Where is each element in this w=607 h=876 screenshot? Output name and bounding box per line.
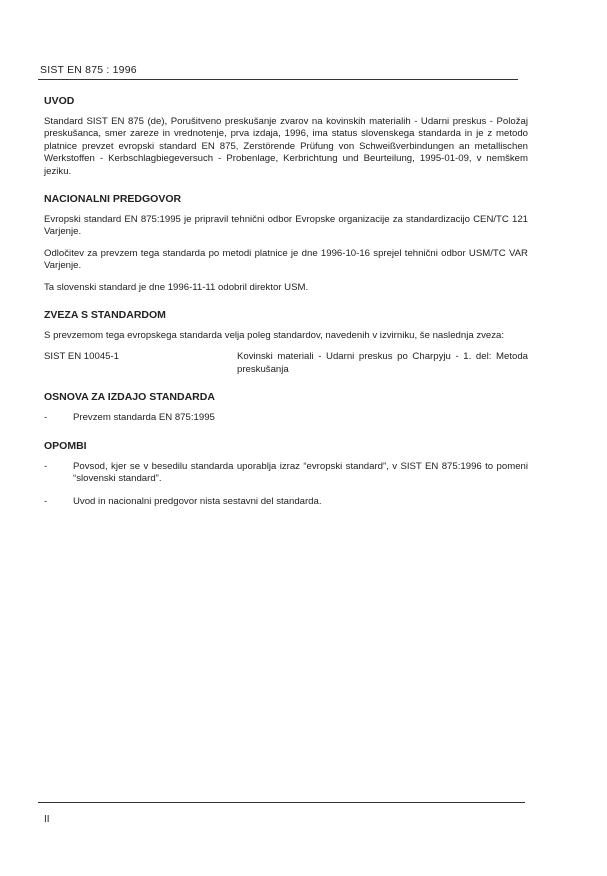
standard-reference-row [44,351,528,376]
reference-description: Kovinski materiali - Udarni preskus po Charpyju - 1. del: Metoda preskušanja [237,351,528,375]
dash-bullet: - [44,495,48,507]
heading-uvod: UVOD [44,95,75,107]
section-nacionalni-predgovor [44,192,528,294]
list-item-text: Prevzem standarda EN 875:1995 [73,412,215,424]
page-number: II [44,814,50,825]
heading-nacionalni-predgovor: NACIONALNI PREDGOVOR [44,193,182,206]
document-id-header: SIST EN 875 : 1996 [40,64,137,76]
dash-bullet: - [44,412,48,424]
list-item-text: Povsod, kjer se v besedilu standarda uporablja izraz “evropski standard”, v SIST EN 875:1996 to pomeni “slovenski standard”. [73,460,528,485]
list-item [44,461,528,486]
list-item-text: Uvod in nacionalni predgovor nista sestavni del standarda. [73,495,322,507]
section-uvod [44,94,528,178]
section-opombi [44,439,528,508]
list-item [44,496,528,508]
heading-osnova-za-izdajo: OSNOVA ZA IZDAJO STANDARDA [44,391,215,404]
page-content [44,94,528,522]
heading-opombi: OPOMBI [44,439,87,452]
nacionalni-paragraph: Ta slovenski standard je dne 1996-11-11 odobril direktor USM. [44,281,309,293]
footer-divider [38,802,525,803]
dash-bullet: - [44,460,48,472]
reference-code: SIST EN 10045-1 [44,351,120,363]
section-zveza-s-standardom [44,308,528,376]
zveza-intro-paragraph: S prevzemom tega evropskega standarda velja poleg standardov, navedenih v izvirniku, še naslednja zveza: [44,330,505,342]
section-osnova-za-izdajo [44,390,528,424]
nacionalni-paragraph: Evropski standard EN 875:1995 je pripravil tehnični odbor Evropske organizacije za standardizacijo CEN/TC 121 Varjenje. [44,214,528,238]
nacionalni-paragraph: Odločitev za prevzem tega standarda po metodi platnice je dne 1996-10-16 sprejel tehnični odbor USM/TC VAR Varjenje. [44,247,528,272]
header-divider [38,79,518,80]
list-item [44,412,528,424]
uvod-paragraph: Standard SIST EN 875 (de), Porušitveno preskušanje zvarov na kovinskih materialih - Udarni preskus - Položaj preskušanca, smer zareze in vrednotenje, prva izdaja, 1996, ima status slovenskega standarda in je z metodo platnice prevzet evropski standard EN 875, Zerstörende Prüfung von Schweißverbindungen an metallischen Werkstoffen - Kerbschlagbiegeversuch - Probenlage, Kerbrichtung und Beurteilung, 1995-01-09, v nemškem jeziku. [44,116,528,177]
heading-zveza-s-standardom: ZVEZA S STANDARDOM [44,309,166,322]
